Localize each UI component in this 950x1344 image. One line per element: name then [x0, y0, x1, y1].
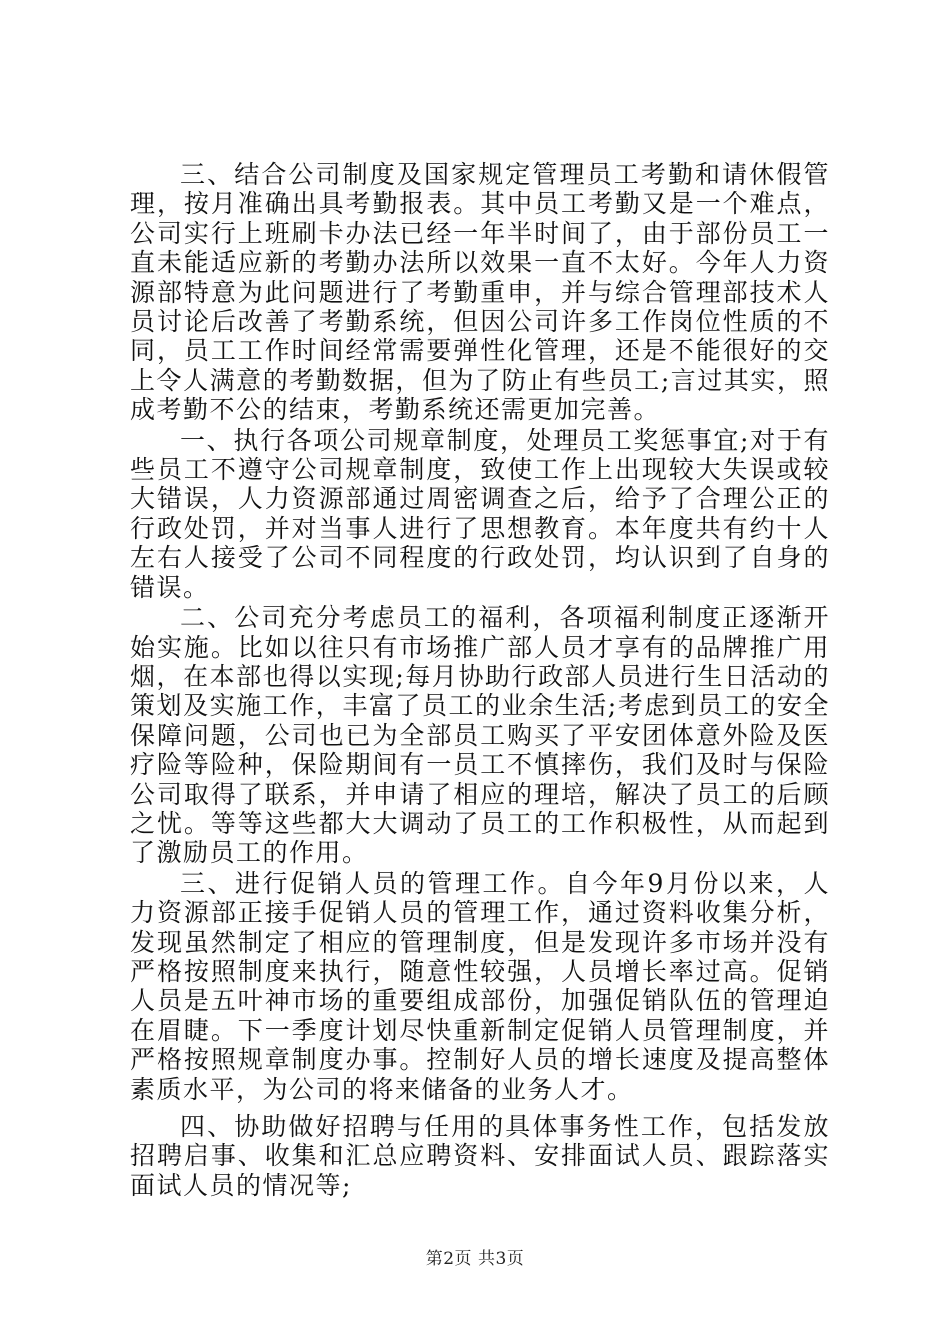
paragraph-attendance: 三、结合公司制度及国家规定管理员工考勤和请休假管理，按月准确出具考勤报表。其中员工考勤又是一个难点，公司实行上班刷卡办法已经一年半时间了，由于部份员工一直未能适应新的考勤办法所以效果一直不太好。今年人力资源部特意为此问题进行了考勤重申，并与综合管理部技术人员讨论后改善了考勤系统，但因公司许多工作岗位性质的不同，员工工作时间经常需要弹性化管理，还是不能很好的交上令人满意的考勤数据，但为了防止有些员工;言过其实，照成考勤不公的结束，考勤系统还需更加完善。: [130, 160, 830, 425]
paragraph-regulations: 一、执行各项公司规章制度，处理员工奖惩事宜;对于有些员工不遵守公司规章制度，致使工作上出现较大失误或较大错误，人力资源部通过周密调查之后，给予了合理公正的行政处罚，并对当事人进行了思想教育。本年度共有约十人左右人接受了公司不同程度的行政处罚，均认识到了自身的错误。: [130, 425, 830, 602]
paragraph-recruitment: 四、协助做好招聘与任用的具体事务性工作，包括发放招聘启事、收集和汇总应聘资料、安排面试人员、跟踪落实面试人员的情况等;: [130, 1112, 830, 1200]
page-number: 第2页 共3页: [425, 1249, 525, 1269]
document-body: [130, 160, 830, 1201]
paragraph-promoters: 三、进行促销人员的管理工作。自今年9月份以来，人力资源部正接手促销人员的管理工作，通过资料收集分析，发现虽然制定了相应的管理制度，但是发现许多市场并没有严格按照制度来执行，随意性较强，人员增长率过高。促销人员是五叶神市场的重要组成部份，加强促销队伍的管理迫在眉睫。下一季度计划尽快重新制定促销人员管理制度，并严格按照规章制度办事。控制好人员的增长速度及提高整体素质水平，为公司的将来储备的业务人才。: [130, 868, 830, 1104]
paragraph-welfare: 二、公司充分考虑员工的福利，各项福利制度正逐渐开始实施。比如以往只有市场推广部人员才享有的品牌推广用烟，在本部也得以实现;每月协助行政部人员进行生日活动的策划及实施工作，丰富了员工的业余生活;考虑到员工的安全保障问题，公司也已为全部员工购买了平安团体意外险及医疗险等险种，保险期间有一员工不慎摔伤，我们及时与保险公司取得了联系，并申请了相应的理培，解决了员工的后顾之忧。等等这些都大大调动了员工的工作积极性，从而起到了激励员工的作用。: [130, 603, 830, 868]
